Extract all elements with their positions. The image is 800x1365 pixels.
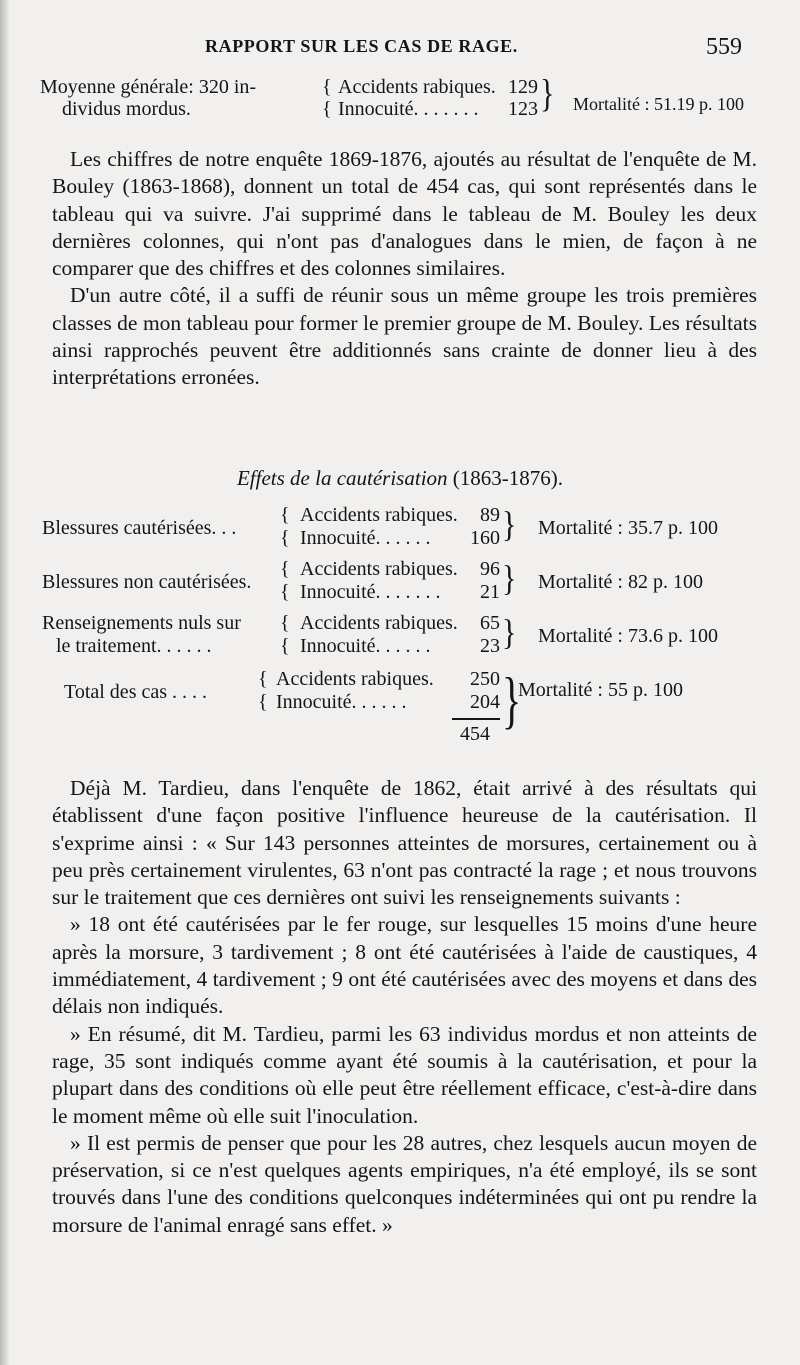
total-label: Total des cas . . . . (64, 681, 208, 703)
accidents-value: 250 (470, 668, 500, 690)
accidents-label: Accidents rabiques. (300, 612, 458, 634)
open-brace: { { (280, 504, 290, 549)
open-brace: { { (280, 612, 290, 657)
paragraph: » 18 ont été cautérisées par le fer rouge, sur lesquelles 15 moins d'une heure après la morsure, 3 tardivement ; 8 ont été cautérisées à l'aide de caustiques, 4 immédiatement, 4 tardivement ; 9 ont été cautérisées avec des moyens et dans des délais non indiqués. (52, 912, 757, 1019)
body-text-bottom (52, 775, 757, 1239)
innocuite-value: 160 (470, 527, 500, 549)
summary-item-accidents: Accidents rabiques. 129 (338, 76, 538, 98)
summary-mortality: Mortalité : 51.19 p. 100 (573, 94, 744, 114)
open-brace: { { (322, 76, 332, 120)
accidents-label: Accidents rabiques. (276, 668, 434, 690)
close-brace: } (502, 558, 517, 599)
close-brace: } (502, 663, 522, 736)
accidents-value: 96 (480, 558, 500, 580)
paragraph: » En résumé, dit M. Tardieu, parmi les 63 individus mordus et non atteints de rage, 35 sont indiqués comme ayant été soumis à la cautérisation, et pour la plupart dans des conditions où elle peut être réellement efficace, c'est-à-dire dans le moment même où elle suit l'inoculation. (52, 1021, 757, 1128)
close-brace: } (540, 72, 555, 116)
sum-rule (452, 718, 500, 720)
innocuite-label: Innocuité. . . . . . (276, 691, 407, 713)
summary-item-innocuite: Innocuité. . . . . . . 123 (338, 98, 538, 120)
innocuite-label: Innocuité. . . . . . (300, 635, 431, 657)
close-brace: } (502, 504, 517, 545)
table-title-years: (1863-1876). (452, 466, 564, 490)
summary-label (40, 76, 256, 120)
open-brace: { { (258, 668, 268, 713)
close-brace: } (502, 612, 517, 653)
row-mortality: Mortalité : 73.6 p. 100 (538, 625, 718, 647)
paragraph: Déjà M. Tardieu, dans l'enquête de 1862, était arrivé à des résultats qui établissent d'une façon positive l'influence heureuse de la cautérisation. Il s'exprime ainsi : « Sur 143 personnes atteintes de morsures, certainement ou à peu près certainement virulentes, 63 n'ont pas contracté la rage ; et nous trouvons sur le traitement que ces dernières ont suivi les renseignements suivants : (52, 776, 757, 910)
innocuite-value: 204 (470, 691, 500, 713)
accidents-value: 89 (480, 504, 500, 526)
table-total-row (40, 663, 780, 748)
summary-label-line2: dividus mordus. (62, 98, 191, 120)
paragraph: » Il est permis de penser que pour les 28 autres, chez lesquels aucun moyen de préservation, si ce n'est quelques agents empiriques, n'a été employé, ils se sont trouvés dans l'une des conditions quelconques indéterminées qui ont pu rendre la morsure de l'animal enragé sans effet. » (52, 1130, 757, 1237)
table-row (40, 504, 780, 556)
row-label: Blessures cautérisées. . . (42, 517, 237, 539)
paragraph: Les chiffres de notre enquête 1869-1876, ajoutés au résultat de l'enquête de M. Bouley (1863-1868), donnent un total de 454 cas, qui sont représentés dans le tableau qui va suivre. J'ai supprimé dans le tableau de M. Bouley les deux dernières colonnes, qui n'ont pas d'analogues dans le mien, de façon à ne comparer que des chiffres et des colonnes similaires. (52, 147, 757, 281)
general-average-summary (40, 72, 780, 126)
row-label: Renseignements nuls sur le traitement. . . . . . (42, 612, 241, 657)
summary-label-line1: Moyenne générale: 320 in- (40, 76, 257, 98)
innocuite-label: Innocuité. . . . . . . (300, 581, 441, 603)
table-title (0, 466, 800, 491)
table-row (40, 558, 780, 610)
row-mortality: Mortalité : 35.7 p. 100 (538, 517, 718, 539)
grand-total: 454 (460, 723, 490, 745)
accidents-label: Accidents rabiques. (300, 504, 458, 526)
summary-items (338, 76, 538, 120)
innocuite-value: 23 (480, 635, 500, 657)
row-label: Blessures non cautérisées. (42, 571, 252, 593)
open-brace: { { (280, 558, 290, 603)
running-title: RAPPORT SUR LES CAS DE RAGE. (205, 36, 518, 56)
paragraph: D'un autre côté, il a suffi de réunir sous un même groupe les trois premières classes de mon tableau pour former le premier groupe de M. Bouley. Les résultats ainsi rapprochés peuvent être additionnés sans crainte de donner lieu à des interprétations erronées. (52, 283, 757, 390)
row-mortality: Mortalité : 82 p. 100 (538, 571, 703, 593)
page-header (0, 36, 800, 66)
total-mortality: Mortalité : 55 p. 100 (518, 679, 683, 701)
innocuite-value: 21 (480, 581, 500, 603)
accidents-label: Accidents rabiques. (300, 558, 458, 580)
table-title-italic: Effets de la cautérisation (236, 466, 448, 490)
accidents-value: 65 (480, 612, 500, 634)
body-text-top (52, 146, 757, 392)
page-number: 559 (706, 34, 742, 60)
table-row (40, 612, 780, 664)
innocuite-label: Innocuité. . . . . . (300, 527, 431, 549)
